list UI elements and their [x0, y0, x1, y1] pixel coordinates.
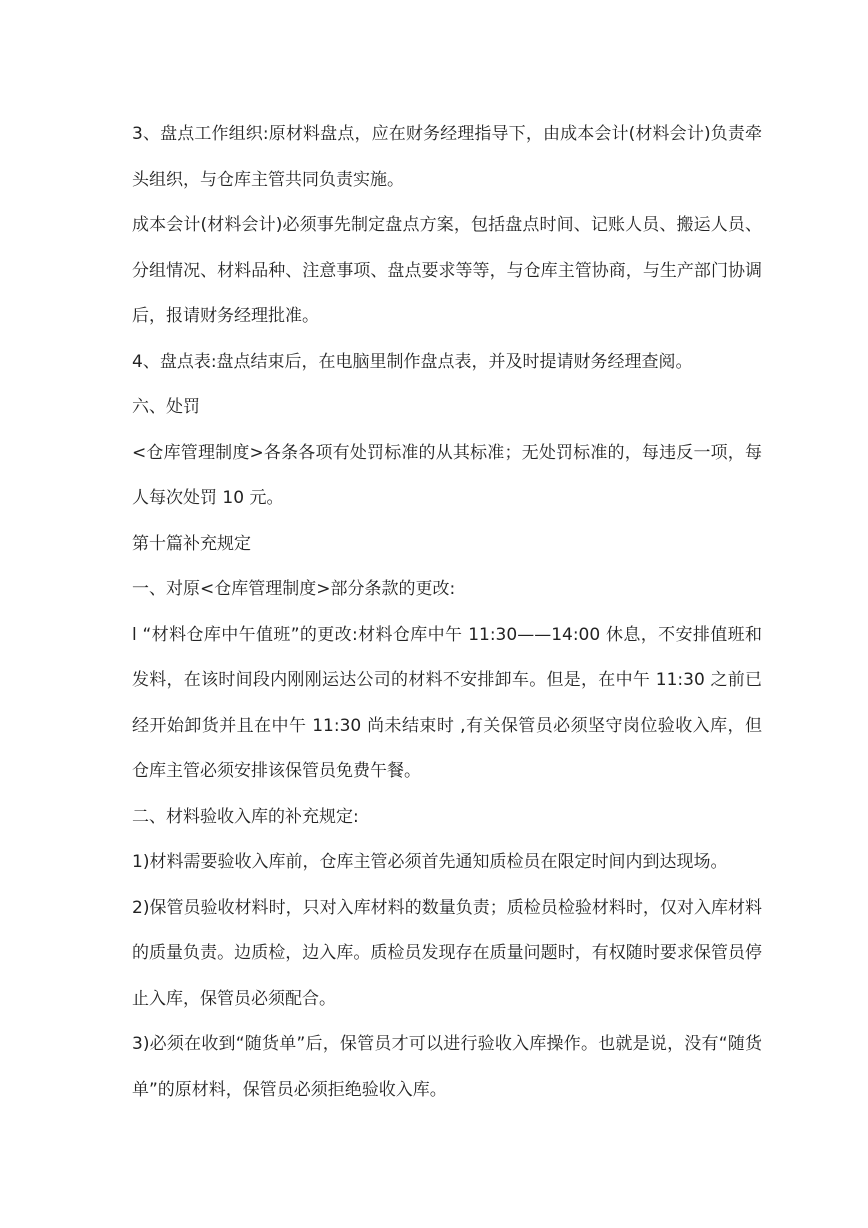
list-item-rule-2: 2)保管员验收材料时，只对入库材料的数量负责；质检员检验材料时，仅对入库材料的质量负责。边质检，边入库。质检员发现存在质量问题时，有权随时要求保管员停止入库，保管员必须配合。: [132, 897, 762, 1009]
paragraph-inventory-sheet: 4、盘点表:盘点结束后，在电脑里制作盘点表，并及时提请财务经理查阅。: [132, 351, 693, 372]
chapter-heading-supplementary: 第十篇补充规定: [132, 533, 251, 554]
list-item-rule-1: 1)材料需要验收入库前，仓库主管必须首先通知质检员在限定时间内到达现场。: [132, 852, 728, 872]
paragraph-inventory-organization: 3、盘点工作组织:原材料盘点，应在财务经理指导下，由成本会计(材料会计)负责牵头组织，与仓库主管共同负责实施。: [132, 124, 762, 190]
section-heading-penalty: 六、处罚: [132, 397, 200, 417]
paragraph-penalty-rule: <仓库管理制度>各条各项有处罚标准的从其标准；无处罚标准的，每违反一项，每人每次处罚 10 元。: [132, 442, 762, 508]
list-item-rule-3: 3)必须在收到“随货单”后，保管员才可以进行验收入库操作。也就是说，没有“随货单”的原材料，保管员必须拒绝验收入库。: [132, 1034, 762, 1100]
paragraph-noon-duty-change: l “材料仓库中午值班”的更改:材料仓库中午 11:30——14:00 休息，不安排值班和发料，在该时间段内刚刚运达公司的材料不安排卸车。但是，在中午 11:30 之前已经开始卸货并且在中午 11:30 尚未结束时 ,有关保管员必须坚守岗位验收入库，但仓库主管必须安排该保管员免费午餐。: [132, 624, 762, 781]
section-heading-receiving-rules: 二、材料验收入库的补充规定:: [132, 806, 359, 827]
document-body: [132, 112, 762, 1113]
paragraph-inventory-plan: 成本会计(材料会计)必须事先制定盘点方案，包括盘点时间、记账人员、搬运人员、分组情况、材料品种、注意事项、盘点要求等等，与仓库主管协商，与生产部门协调后，报请财务经理批准。: [132, 215, 762, 326]
section-heading-amendments: 一、对原<仓库管理制度>部分条款的更改:: [132, 579, 456, 599]
